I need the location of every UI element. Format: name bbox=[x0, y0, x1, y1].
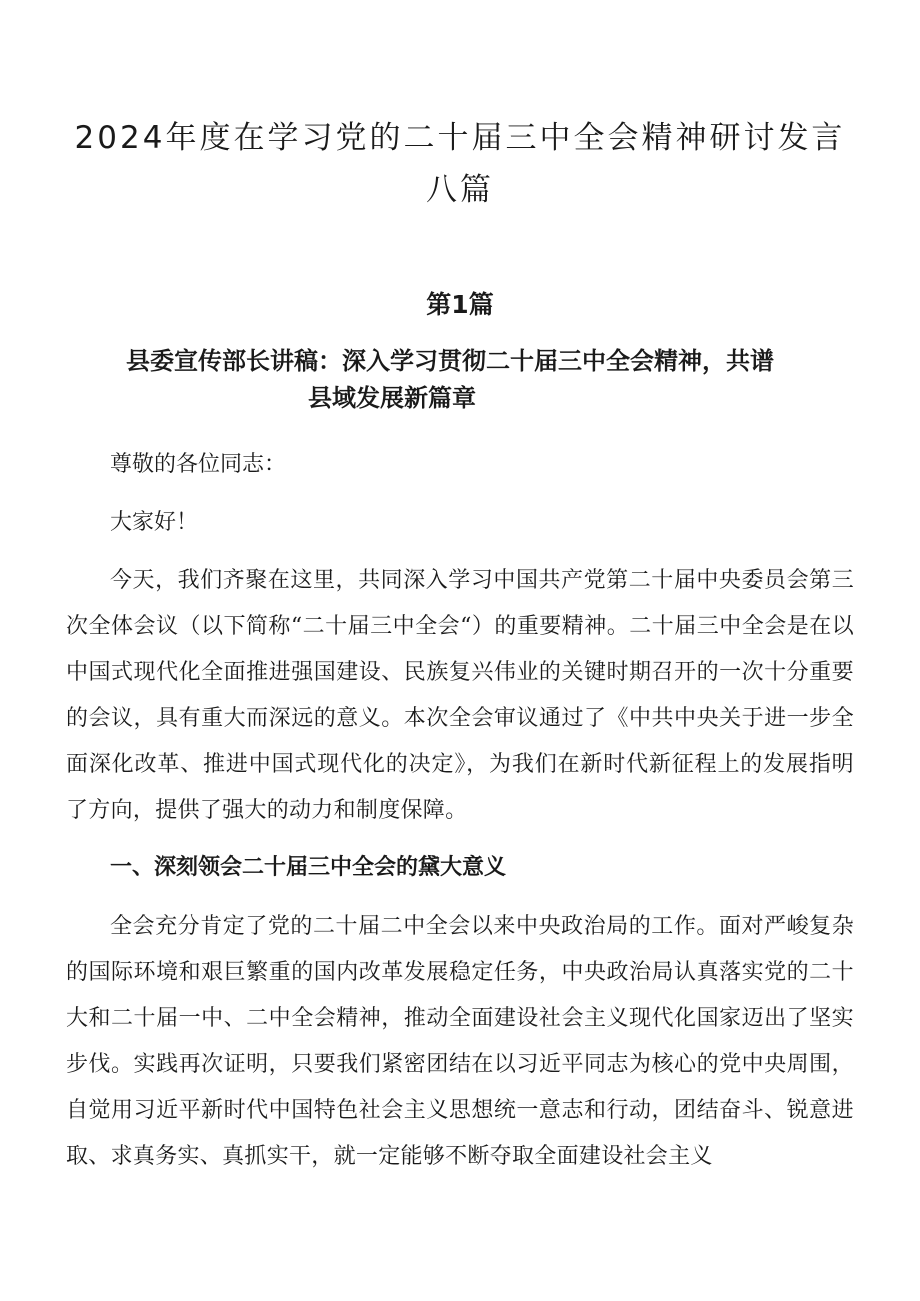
salutation: 尊敬的各位同志： bbox=[110, 452, 287, 477]
article-number: 第1篇 bbox=[426, 290, 494, 319]
greeting: 大家好！ bbox=[110, 510, 199, 535]
article-title-line-1: 县委宣传部长讲稿：深入学习贯彻二十届三中全会精神，共谱 bbox=[126, 347, 774, 375]
article-title-line-2: 县域发展新篇章 bbox=[308, 384, 476, 412]
section-heading-1: 一、深刻领会二十届三中全会的黛大意义 bbox=[110, 855, 507, 880]
article-title bbox=[110, 343, 850, 417]
body-paragraph-2: 全会充分肯定了党的二十届二中全会以来中央政治局的工作。面对严峻复杂的国际环境和艰巨繁重的国内改革发展稳定任务，中央政治局认真落实党的二十大和二十届一中、二中全会精神，推动全面建设社会主义现代化国家迈出了坚实步伐。实践再次证明，只要我们紧密团结在以习近平同志为核心的党中央周围，自觉用习近平新时代中国特色社会主义思想统一意志和行动，团结奋斗、锐意进取、求真务实、真抓实干，就一定能够不断夺取全面建设社会主义 bbox=[66, 914, 854, 1169]
document-title: 2024年度在学习党的二十届三中全会精神研讨发言八篇 bbox=[74, 120, 846, 208]
body-paragraph-1: 今天，我们齐聚在这里，共同深入学习中国共产党第二十届中央委员会第三次全体会议（以下简称“二十届三中全会“）的重要精神。二十届三中全会是在以中国式现代化全面推进强国建设、民族复兴伟业的关键时期召开的一次十分重要的会议，具有重大而深远的意义。本次全会审议通过了《中共中央关于进一步全面深化改革、推进中国式现代化的决定》，为我们在新时代新征程上的发展指明了方向，提供了强大的动力和制度保障。 bbox=[66, 568, 854, 823]
